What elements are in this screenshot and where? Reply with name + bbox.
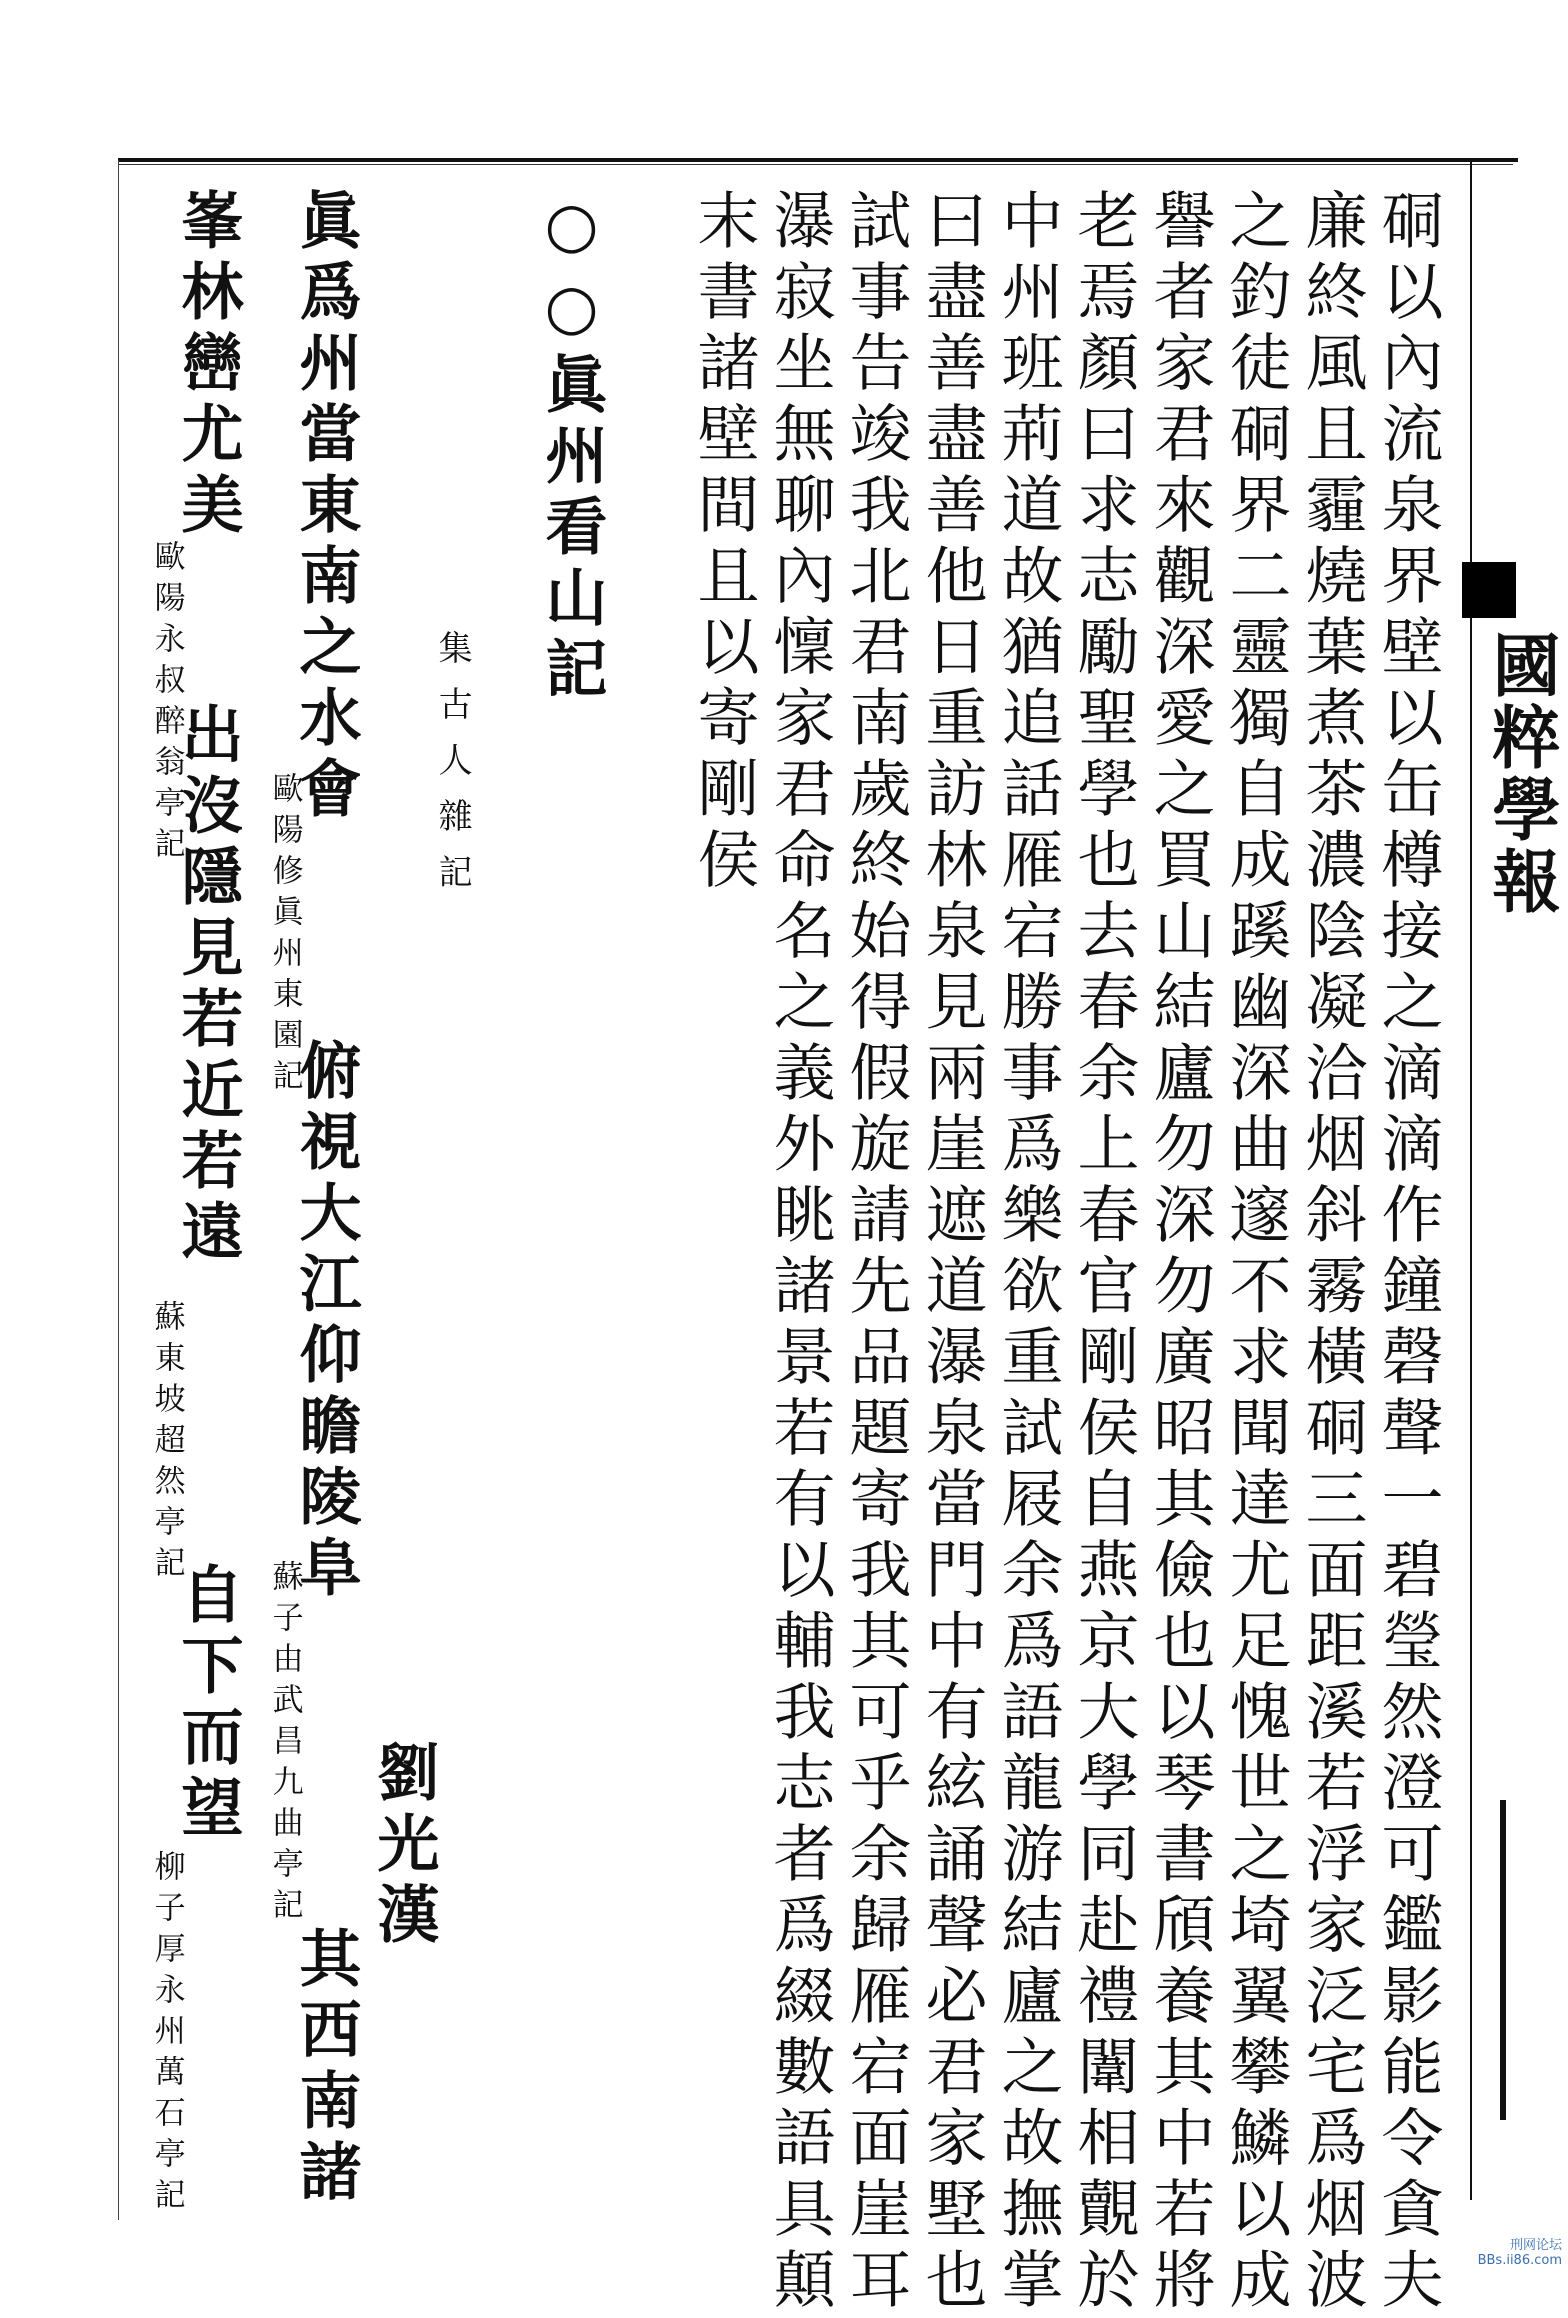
page-frame-right-rule (1470, 160, 1472, 2200)
source-note-5: 柳子厚永州萬石亭記 (148, 1850, 185, 2219)
page-frame-top-rule (118, 158, 1518, 162)
text-column-5: 老焉顏曰求志勵聖學也去春余上春官剛侯自燕京大學同赴禮闈相覿於 (1067, 188, 1140, 2318)
essay-column-1b: 俯視大江仰瞻陵阜 (289, 1038, 362, 1606)
text-column-10: 末書諸壁間且以寄剛侯 (687, 188, 760, 898)
essay-column-1c: 其西南諸 (289, 1926, 362, 2210)
essay-column-2a: 峯林巒尤美 (171, 188, 244, 543)
essay-column-2c: 自下而望 (171, 1562, 244, 1846)
text-column-6: 中州班荊道故猶追話雁宕勝事爲樂欲重試屐余爲語龍游結廬之故撫掌 (991, 188, 1064, 2318)
page-frame-top-hairline (118, 164, 1513, 165)
source-note-3: 歐陽永叔醉翁亭記 (148, 540, 185, 868)
running-head: 國粹學報 (1481, 630, 1561, 918)
source-note-2: 蘇子由武昌九曲亭記 (266, 1560, 303, 1929)
text-column-1: 硐以內流泉界壁以缶樽接之滴滴作鐘磬聲一碧瑩然澄可鑑影能令貪夫 (1371, 188, 1444, 2318)
running-head-marker (1462, 562, 1516, 618)
section-title: ○○眞州看山記 (535, 188, 608, 707)
watermark-line-1: 刑网论坛 (1509, 2238, 1562, 2254)
watermark (1478, 2239, 1562, 2268)
collection-tag: 集古人雜記 (432, 630, 473, 910)
essay-column-1a: 眞爲州當東南之水會 (289, 188, 362, 827)
essay-column-2b: 出沒隱見若近若遠 (171, 702, 244, 1270)
watermark-line-2: BBs.ii86.com (1477, 2252, 1562, 2268)
page-frame-left-rule (118, 160, 119, 2220)
text-column-2: 廉終風且霾燒葉煮茶濃陰凝洽烟斜霧橫硐三面距溪若浮家泛宅爲烟波 (1295, 188, 1368, 2318)
source-note-1: 歐陽修眞州東園記 (266, 772, 303, 1100)
text-column-8: 試事告竣我北君南歲終始得假旋請先品題寄我其可乎余歸雁宕面崖耳 (839, 188, 912, 2318)
text-column-4: 譽者家君來觀深愛之買山結廬勿深勿廣昭其儉也以琴書頎養其中若將 (1143, 188, 1216, 2318)
text-column-7: 曰盡善盡善他日重訪林泉見兩崖遮道瀑泉當門中有絃誦聲必君家墅也 (915, 188, 988, 2318)
author-name: 劉光漢 (367, 1740, 440, 1953)
margin-bar (1500, 1800, 1506, 2120)
source-note-4: 蘇東坡超然亭記 (148, 1300, 185, 1587)
text-column-3: 之釣徒硐界二靈獨自成蹊幽深曲邃不求聞達尤足愧世之埼翼攀鱗以成 (1219, 188, 1292, 2318)
text-column-9: 瀑寂坐無聊內懍家君命名之義外眺諸景若有以輔我志者爲綴數語具顛 (763, 188, 836, 2318)
